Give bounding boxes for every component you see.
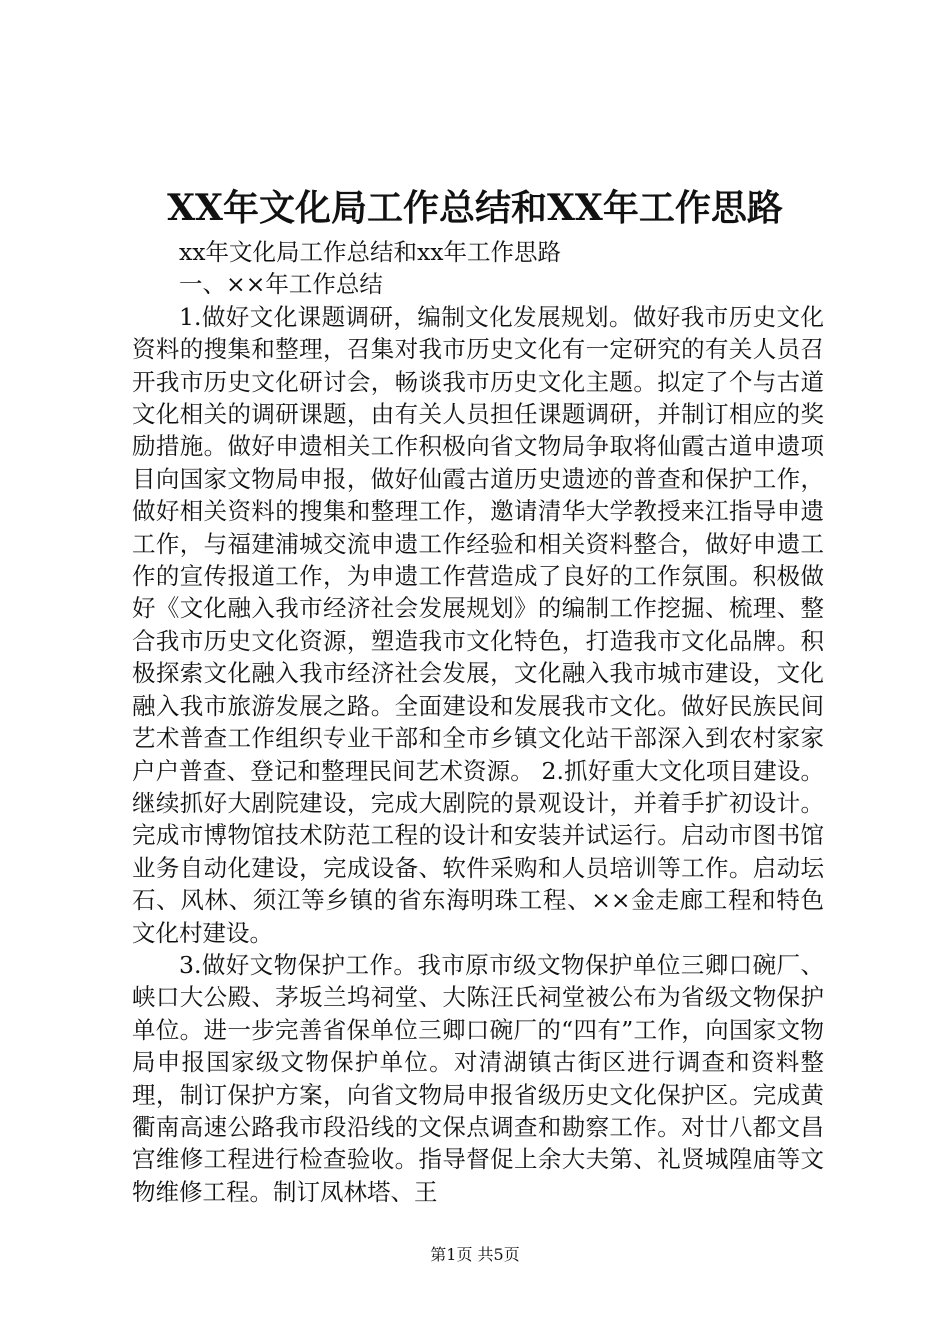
paragraph-2: 3.做好文物保护工作。我市原市级文物保护单位三卿口碗厂、峡口大公殿、茅坂兰坞祠堂、大陈汪氏祠堂被公布为省级文物保护单位。进一步完善省保单位三卿口碗厂的“四有”工作，向国家文物局申报国家级文物保护单位。对清湖镇古街区进行调查和资料整理，制订保护方案，向省文物局申报省级历史文化保护区。完成黄衢南高速公路我市段沿线的文保点调查和勘察工作。对廿八都文昌宫维修工程进行检查验收。指导督促上余大夫第、礼贤城隍庙等文物维修工程。制订凤林塔、王 xyxy=(132,950,824,1206)
document-body xyxy=(132,236,824,1208)
paragraph-1: 1.做好文化课题调研，编制文化发展规划。做好我市历史文化资料的搜集和整理，召集对我市历史文化有一定研究的有关人员召开我市历史文化研讨会，畅谈我市历史文化主题。拟定了个与古道文化相关的调研课题，由有关人员担任课题调研，并制订相应的奖励措施。做好申遗相关工作积极向省文物局争取将仙霞古道申遗项目向国家文物局申报，做好仙霞古道历史遗迹的普查和保护工作，做好相关资料的搜集和整理工作，邀请清华大学教授来江指导申遗工作，与福建浦城交流申遗工作经验和相关资料整合，做好申遗工作的宣传报道工作，为申遗工作营造成了良好的工作氛围。积极做好《文化融入我市经济社会发展规划》的编制工作挖掘、梳理、整合我市历史文化资源，塑造我市文化特色，打造我市文化品牌。积极探索文化融入我市经济社会发展，文化融入我市城市建设，文化融入我市旅游发展之路。全面建设和发展我市文化。做好民族民间艺术普查工作组织专业干部和全市乡镇文化站干部深入到农村家家户户普查、登记和整理民间艺术资源。 2.抓好重大文化项目建设。继续抓好大剧院建设，完成大剧院的景观设计，并着手扩初设计。完成市博物馆技术防范工程的设计和安装并试运行。启动市图书馆业务自动化建设，完成设备、软件采购和人员培训等工作。启动坛石、风林、须江等乡镇的省东海明珠工程、××金走廊工程和特色文化村建设。 xyxy=(132,302,824,947)
section-heading: 一、××年工作总结 xyxy=(179,270,383,299)
page-footer: 第1页 共5页 xyxy=(430,1245,520,1264)
subtitle-line: xx年文化局工作总结和xx年工作思路 xyxy=(179,238,562,266)
document-title: XX年文化局工作总结和XX年工作思路 xyxy=(167,187,783,229)
